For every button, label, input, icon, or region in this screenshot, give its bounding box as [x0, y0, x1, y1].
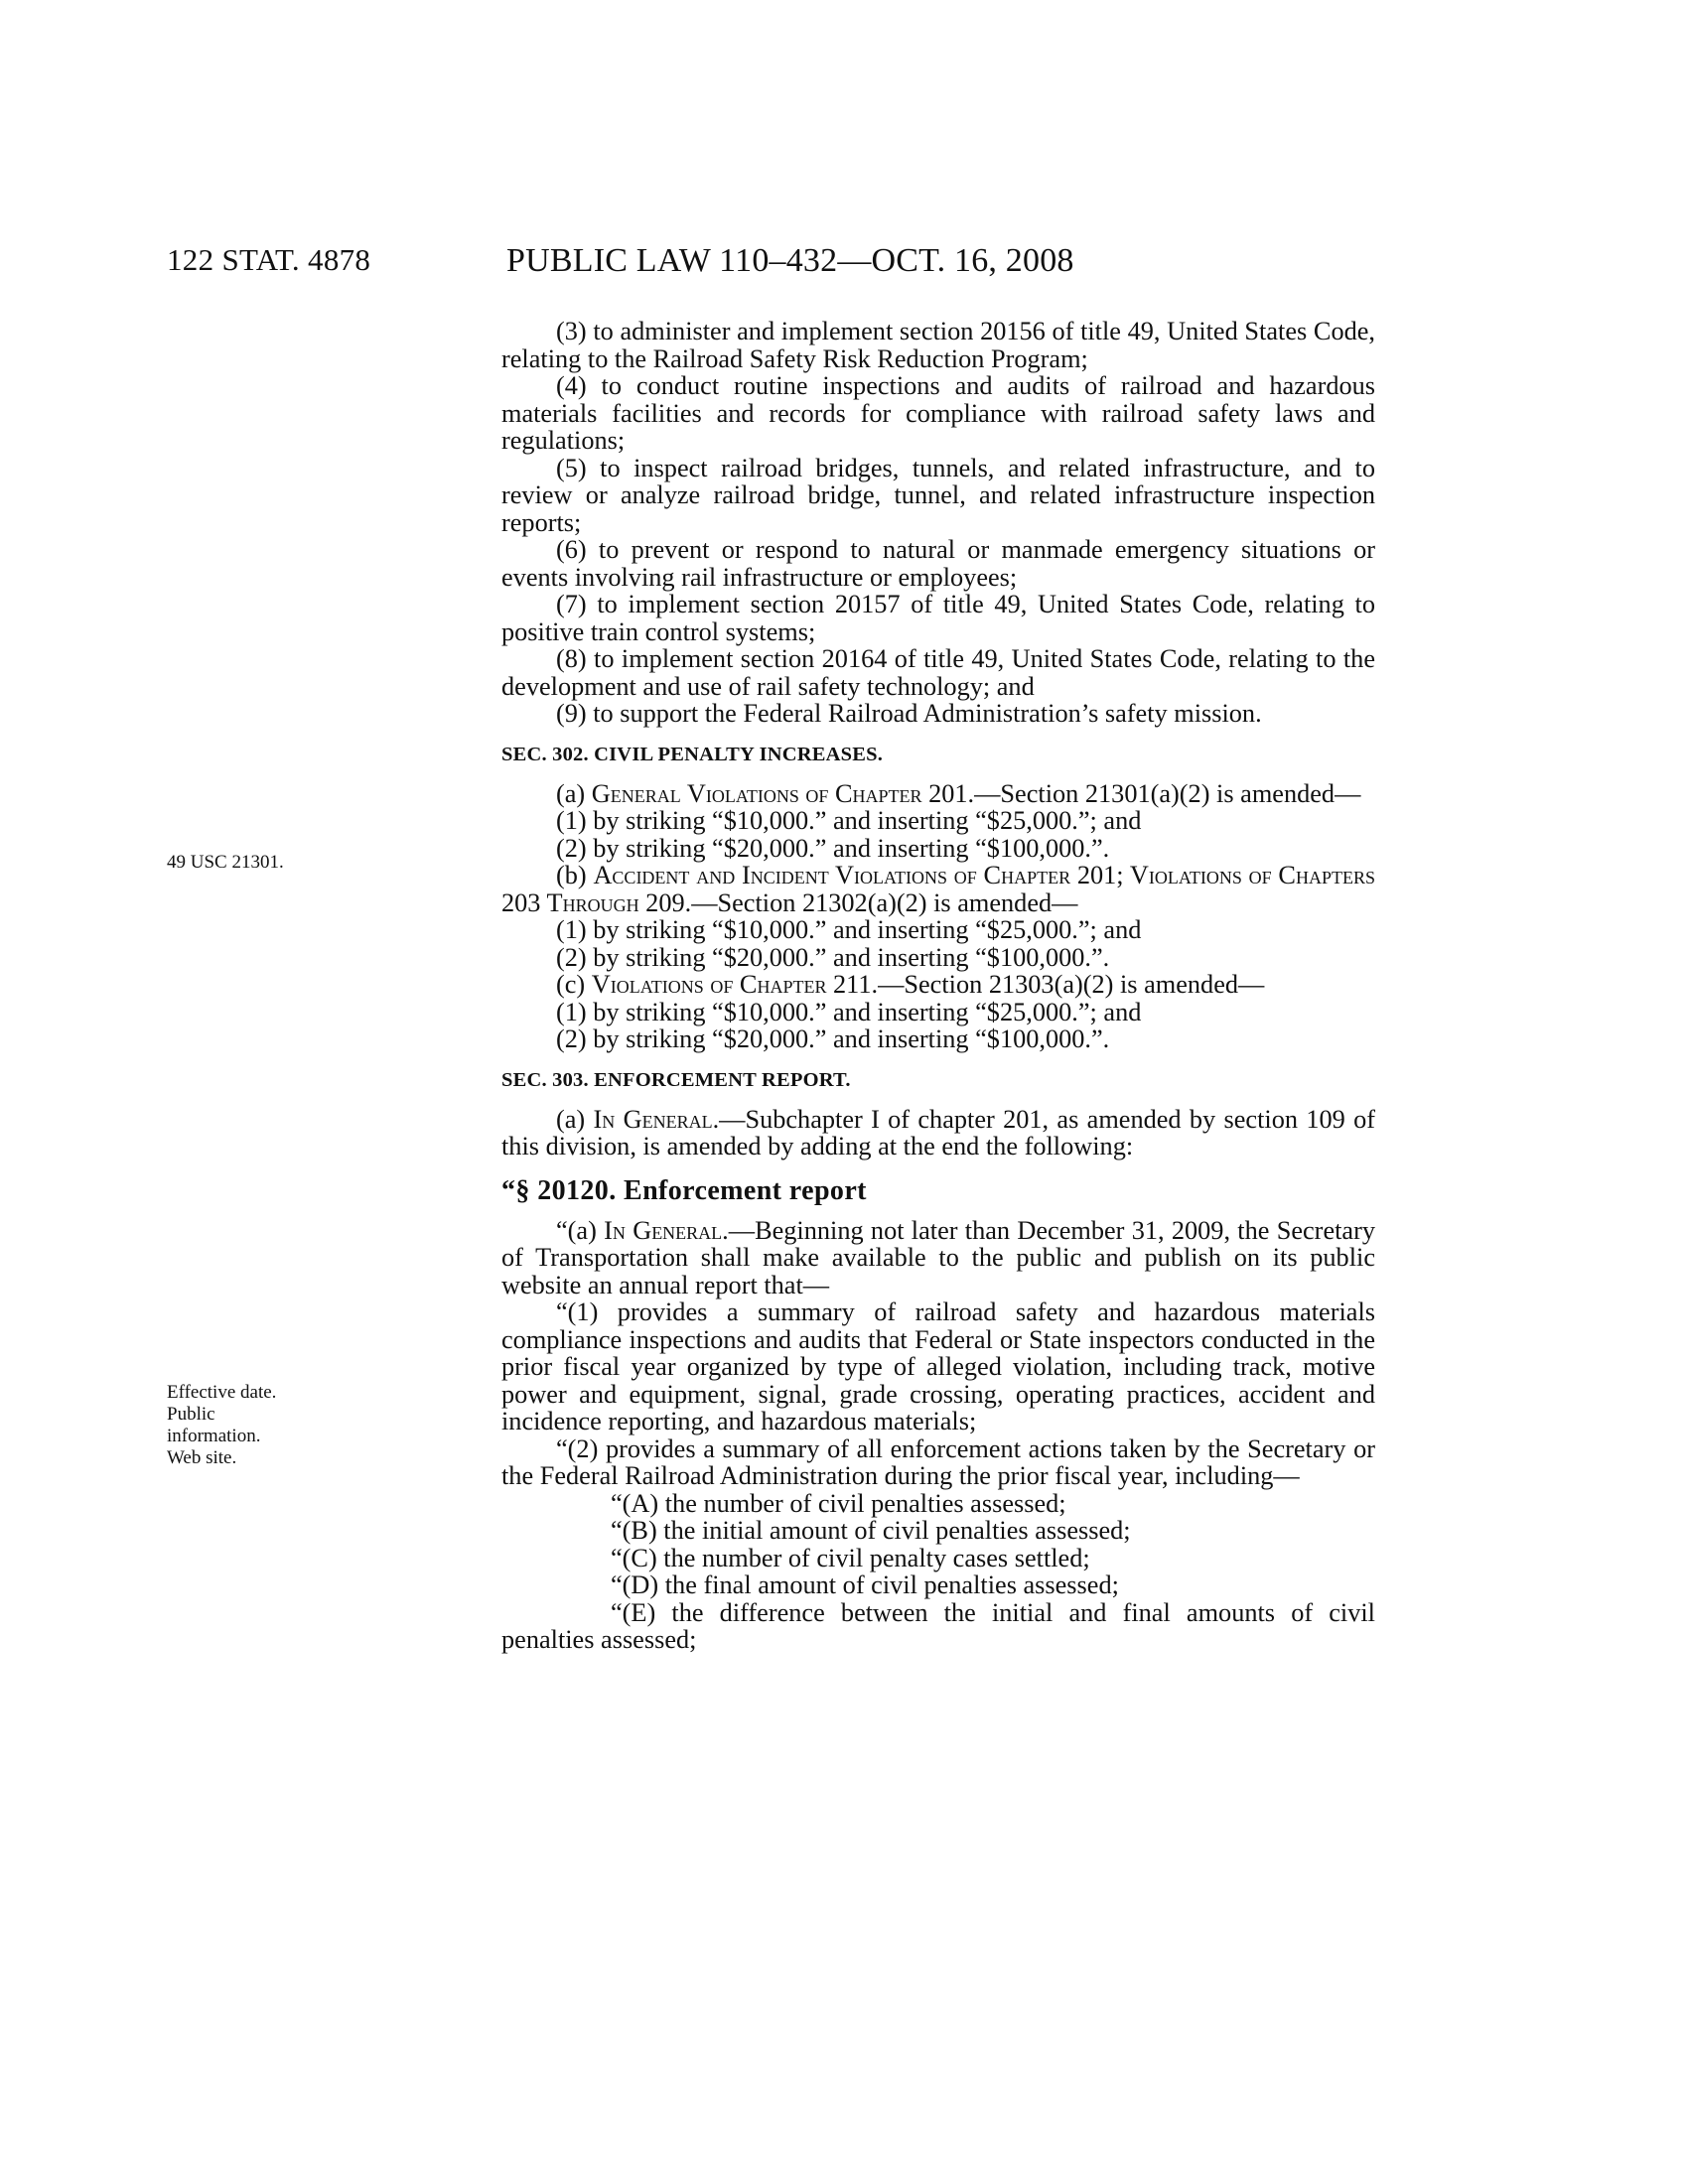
sec302-subsection-b — [501, 862, 1375, 916]
sec303-subsection-a — [501, 1106, 1375, 1160]
margin-note-line: Effective date. — [167, 1382, 277, 1403]
sec20120-subparagraph-A: “(A) the number of civil penalties assessed; — [611, 1488, 1066, 1518]
subsection-text: —Section 21302(a)(2) is amended— — [691, 887, 1078, 917]
subsection-text: —Section 21301(a)(2) is amended— — [974, 778, 1361, 808]
paragraph-item-4: (4) to conduct routine inspections and audits of railroad and hazardous materials facilities and records for compliance with railroad safety laws and regulations; — [501, 371, 1375, 455]
paragraph-item-8: (8) to implement section 20164 of title 49, United States Code, relating to the development and use of rail safety technology; and — [501, 644, 1375, 701]
paragraph-item-6: (6) to prevent or respond to natural or manmade emergency situations or events involving rail infrastructure or employees; — [501, 535, 1375, 592]
subsection-caption: In General. — [593, 1104, 720, 1134]
paragraph-text: “(1) provides a summary of railroad safety and hazardous materials compliance inspections and audits that Federal or State inspectors conducted in the prior fiscal year organized by type of alleged violation, including track, motive power and equipment, signal, grade crossing, operating practices, accident and incidence reporting, and hazardous materials; — [501, 1297, 1375, 1435]
sec20120-subparagraph-B: “(B) the initial amount of civil penalties assessed; — [611, 1516, 1131, 1545]
sec20120-subparagraph-E: “(E) the difference between the initial and final amounts of civil penalties assessed; — [501, 1597, 1375, 1654]
margin-note-effective — [167, 1382, 276, 1469]
subsection-caption: Accident and Incident Violations of Chapter 201; Violations of Chapters 203 Through 209. — [501, 861, 1375, 917]
sec302-a-clause-1: (1) by striking “$10,000.” and inserting “$25,000.”; and — [556, 806, 1142, 835]
sec20120-paragraph-2 — [501, 1435, 1375, 1490]
subsection-label: (a) — [556, 778, 592, 808]
main-text-column — [501, 318, 1375, 1654]
sec20120-subsection-a — [501, 1217, 1375, 1299]
sec302-subsection-a — [501, 780, 1375, 808]
sec302-c-clause-2: (2) by striking “$20,000.” and inserting “$100,000.”. — [556, 1024, 1110, 1053]
subsection-label: “(a) — [556, 1215, 605, 1245]
paragraph-text: “(2) provides a summary of all enforcement actions taken by the Secretary or the Federal Railroad Administration during the prior fiscal year, including— — [501, 1433, 1375, 1490]
sec20120-subparagraph-D: “(D) the final amount of civil penalties assessed; — [611, 1570, 1119, 1599]
subsection-caption: In General. — [604, 1215, 729, 1245]
section-303-heading: SEC. 303. ENFORCEMENT REPORT. — [501, 1068, 851, 1091]
sec302-c-clause-1: (1) by striking “$10,000.” and inserting “$25,000.”; and — [556, 997, 1142, 1026]
running-title: PUBLIC LAW 110–432—OCT. 16, 2008 — [506, 242, 1074, 279]
sec20120-subparagraph-C: “(C) the number of civil penalty cases settled; — [611, 1543, 1090, 1572]
section-20120-title: “§ 20120. Enforcement report — [501, 1174, 867, 1206]
page-header — [167, 242, 1428, 292]
sec20120-paragraph-1 — [501, 1298, 1375, 1435]
paragraph-item-7: (7) to implement section 20157 of title 49, United States Code, relating to positive train control systems; — [501, 590, 1375, 646]
section-302-heading: SEC. 302. CIVIL PENALTY INCREASES. — [501, 743, 884, 765]
margin-note-line: Web site. — [167, 1447, 237, 1468]
subsection-text: —Beginning not later than December 31, 2009, the Secretary of Transportation shall make available to the public and publish on its public website an annual report that— — [501, 1215, 1375, 1299]
subsection-label: (a) — [556, 1104, 594, 1134]
paragraph-item-3: (3) to administer and implement section 20156 of title 49, United States Code, relating to the Railroad Safety Risk Reduction Program; — [501, 317, 1375, 373]
paragraph-item-5: (5) to inspect railroad bridges, tunnels, and related infrastructure, and to review or analyze railroad bridge, tunnel, and related infrastructure inspection reports; — [501, 453, 1375, 537]
subsection-label: (c) — [556, 970, 592, 999]
subsection-label: (b) — [556, 861, 594, 889]
margin-note-line: Public — [167, 1404, 215, 1425]
subsection-caption: General Violations of Chapter 201. — [591, 778, 975, 808]
subsection-caption: Violations of Chapter 211. — [591, 970, 879, 999]
stat-page-reference: 122 STAT. 4878 — [167, 242, 371, 277]
subsection-text: —Section 21303(a)(2) is amended— — [878, 970, 1265, 999]
margin-note-line: information. — [167, 1426, 261, 1446]
subsection-text: —Subchapter I of chapter 201, as amended by section 109 of this division, is amended by adding at the end the following: — [501, 1104, 1375, 1160]
sec302-a-clause-2: (2) by striking “$20,000.” and inserting “$100,000.”. — [556, 833, 1110, 863]
sec302-subsection-c — [501, 971, 1375, 999]
sec302-b-clause-2: (2) by striking “$20,000.” and inserting “$100,000.”. — [556, 942, 1110, 972]
paragraph-item-9: (9) to support the Federal Railroad Administration’s safety mission. — [556, 699, 1262, 728]
margin-note-usc: 49 USC 21301. — [167, 852, 284, 873]
sec302-b-clause-1: (1) by striking “$10,000.” and inserting “$25,000.”; and — [556, 915, 1142, 944]
